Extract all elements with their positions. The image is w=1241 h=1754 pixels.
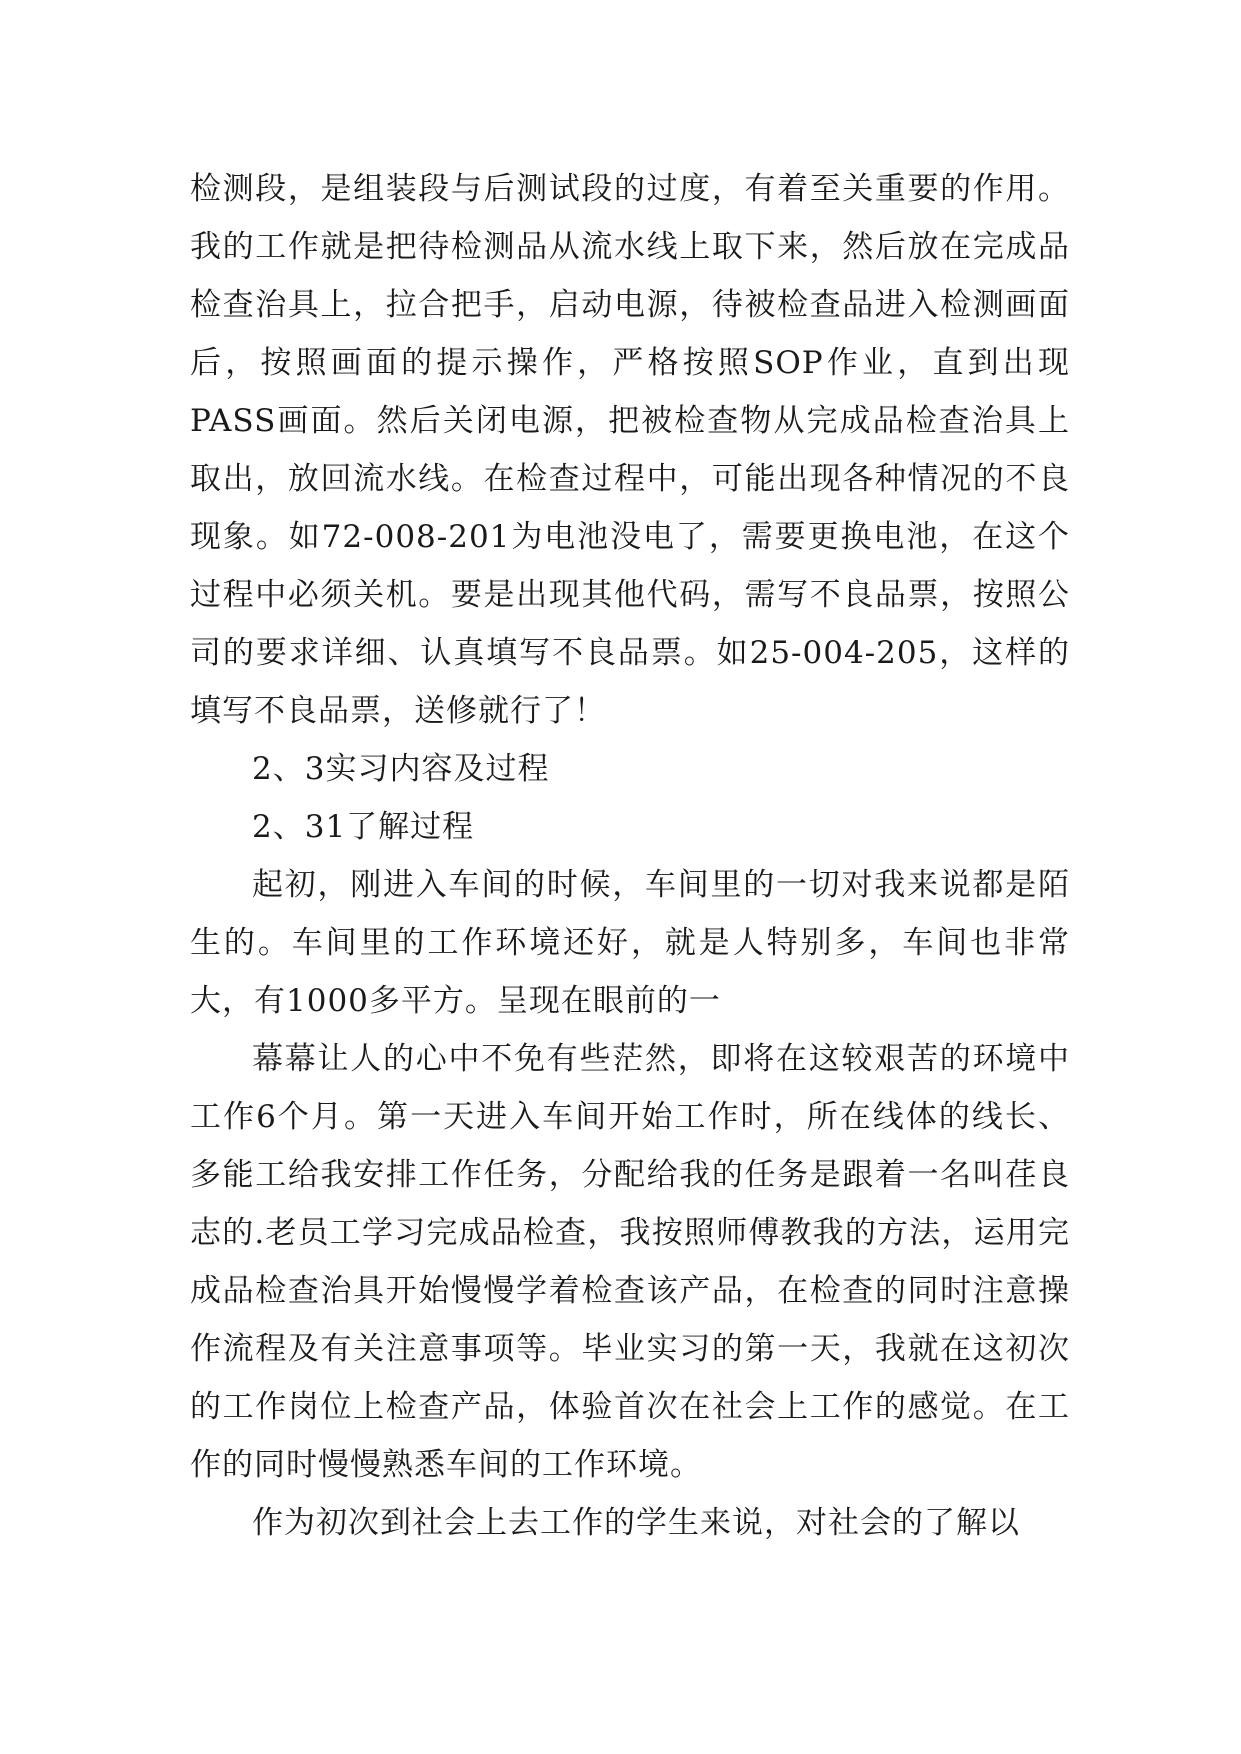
paragraph-inspection-work: 检测段，是组装段与后测试段的过度，有着至关重要的作用。我的工作就是把待检测品从流水线上取下来，然后放在完成品检查治具上，拉合把手，启动电源，待被检查品进入检测画面后，按照画面的提示操作，严格按照SOP作业，直到出现PASS画面。然后关闭电源，把被检查物从完成品检查治具上取出，放回流水线。在检查过程中，可能出现各种情况的不良现象。如72-008-201为电池没电了，需要更换电池，在这个过程中必须关机。要是出现其他代码，需写不良品票，按照公司的要求详细、认真填写不良品票。如25-004-205，这样的填写不良品票，送修就行了！ <box>190 171 1070 729</box>
paragraph-student-society: 作为初次到社会上去工作的学生来说，对社会的了解以 <box>252 1505 1020 1541</box>
paragraph-first-day-work: 幕幕让人的心中不免有些茫然，即将在这较艰苦的环境中工作6个月。第一天进入车间开始工作时，所在线体的线长、多能工给我安排工作任务，分配给我的任务是跟着一名叫荏良志的.老员工学习完成品检查，我按照师傅教我的方法，运用完成品检查治具开始慢慢学着检查该产品，在检查的同时注意操作流程及有关注意事项等。毕业实习的第一天，我就在这初次的工作岗位上检查产品，体验首次在社会上工作的感觉。在工作的同时慢慢熟悉车间的工作环境。 <box>190 1041 1070 1483</box>
document-body <box>190 160 1070 1552</box>
section-heading-content-and-process: 2、3实习内容及过程 <box>252 751 550 787</box>
paragraph-workshop-first-impression: 起初，刚进入车间的时候，车间里的一切对我来说都是陌生的。车间里的工作环境还好，就是人特别多，车间也非常大，有1000多平方。呈现在眼前的一 <box>190 867 1070 1019</box>
subsection-heading-understanding-process: 2、31了解过程 <box>252 809 475 845</box>
